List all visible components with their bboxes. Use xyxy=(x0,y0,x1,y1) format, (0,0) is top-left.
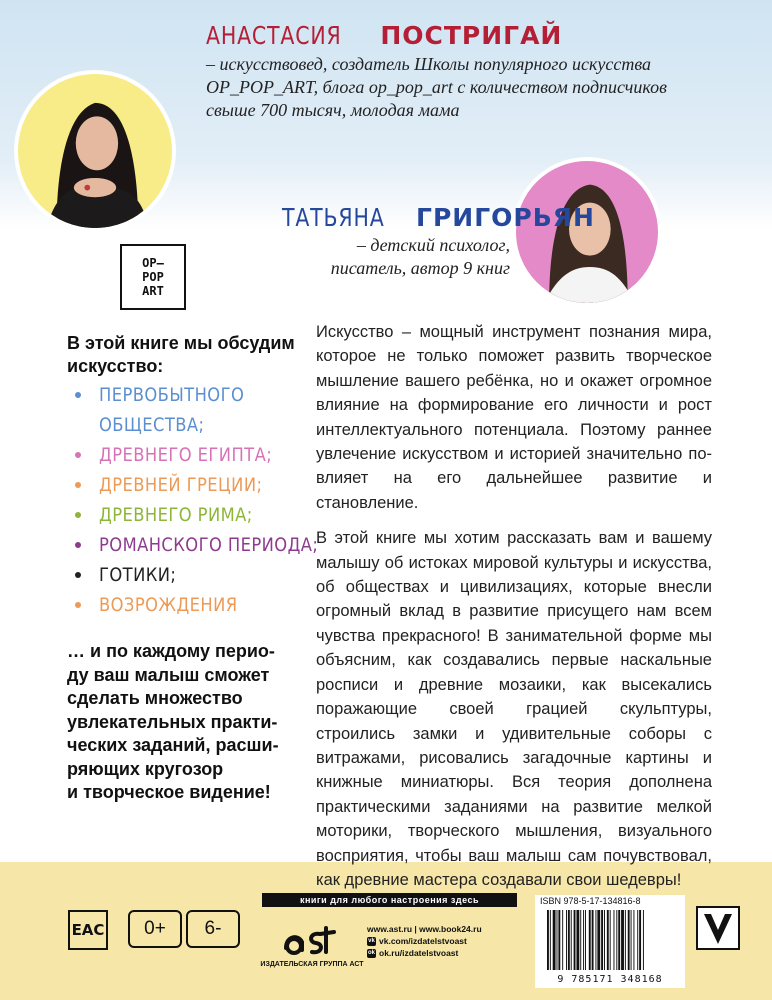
logo-line: OP– xyxy=(142,256,164,270)
barcode-bar xyxy=(633,910,634,970)
vk-link[interactable] xyxy=(367,935,482,947)
barcode-bar xyxy=(628,910,630,970)
website-link[interactable] xyxy=(367,923,482,935)
intro-line: искусство: xyxy=(67,356,164,376)
period-label: ДРЕВНЕГО ЕГИПТА; xyxy=(99,444,273,466)
isbn: ISBN 978-5-17-134816-8 xyxy=(540,896,641,906)
author-1-photo xyxy=(14,70,176,232)
outro-line: ряющих кругозор xyxy=(67,758,224,779)
author-2-first-name: ТАТЬЯНА xyxy=(282,203,385,232)
barcode-bar xyxy=(566,910,567,970)
ok-text: ok.ru/izdatelstvoast xyxy=(379,948,459,958)
age-range-badge: 6- xyxy=(186,910,240,948)
author-1-desc-line: свыше 700 тысяч, молодая мама xyxy=(206,100,460,120)
age-rating-badge: 0+ xyxy=(128,910,182,948)
barcode-bar xyxy=(571,910,572,970)
publisher-v-logo xyxy=(696,906,740,950)
period-label: РОМАНСКОГО ПЕРИОДА; xyxy=(99,534,319,556)
description-paragraph-1: Искусство – мощный инструмент познания мира, которое не только поможет развить творческое мышление вашего ребёнка, но и окажет огромное влияние на формирование его личности и рост интеллектуального потенциала. Поэтому раннее увлечение искусством и историей значительно повлияет на его дальнейшее развитие и становление. xyxy=(316,323,712,512)
barcode-bar xyxy=(597,910,600,970)
author-1-name xyxy=(206,22,562,50)
period-label: ВОЗРОЖДЕНИЯ xyxy=(99,594,238,616)
period-item xyxy=(75,500,305,530)
barcode-bar xyxy=(631,910,632,970)
ast-publisher-logo xyxy=(276,918,346,958)
description-body xyxy=(316,320,712,903)
logo-line: POP xyxy=(142,270,164,284)
ok-link[interactable] xyxy=(367,947,482,959)
outro-line: сделать множество xyxy=(67,688,243,708)
period-item xyxy=(75,530,319,560)
barcode-bar xyxy=(550,910,551,970)
barcode-bar xyxy=(589,910,591,970)
barcode-bar xyxy=(639,910,641,970)
outro-line: ду ваш малыш сможет xyxy=(67,664,270,685)
tagline-banner: книги для любого настроения здесь xyxy=(262,893,517,907)
author-2-name xyxy=(282,204,595,232)
outro-text xyxy=(67,640,297,805)
outro-line: увлекательных практи- xyxy=(67,711,278,732)
period-label: ДРЕВНЕГО РИМА; xyxy=(99,504,253,526)
period-item xyxy=(75,440,305,470)
period-label: ДРЕВНЕЙ ГРЕЦИИ; xyxy=(99,474,263,496)
vk-text: vk.com/izdatelstvoast xyxy=(379,936,467,946)
op-pop-art-logo xyxy=(120,244,186,310)
author-1-last-name: ПОСТРИГАЙ xyxy=(380,21,563,50)
author-2-desc-line: – детский психолог, xyxy=(356,235,510,255)
bullet-icon xyxy=(75,602,81,608)
period-item xyxy=(75,560,305,590)
barcode-bar xyxy=(610,910,611,970)
description-paragraph-2: В этой книге мы хотим рассказать вам и вашему малышу об истоках мировой культуры и искусства, об обществах и цивилизациях, которые внесли огромный вклад в развитие присущего нам всем чувства прекрасного! В занимательной форме мы объясним, как создавались первые наскальные росписи и древние мозаики, как высекались поражающие своей грацией скульптуры, строились замки и удивительные соборы с витражами, рисовались загадочные картины и книжные миниатюры. Вся теория дополнена практическими заданиями на развитие мелкой моторики, творческого мышления, визуального восприятия, чтобы ваш малыш сам почувствовал, как древние мастера создавали свои шедевры! xyxy=(316,529,712,889)
barcode-number: 9 785171 348168 xyxy=(557,974,663,985)
web-links xyxy=(367,923,482,959)
author-2-photo xyxy=(512,157,662,307)
logo-line: ART xyxy=(142,284,164,298)
author-1-desc-line: – искусствовед, создатель Школы популярного искусства xyxy=(206,54,652,74)
barcode-bar xyxy=(562,910,563,970)
barcode-bar xyxy=(614,910,615,970)
period-item xyxy=(75,380,305,410)
outro-line: … и по каждому перио- xyxy=(67,641,275,661)
author-1-first-name: АНАСТАСИЯ xyxy=(206,21,342,50)
bullet-icon xyxy=(75,452,81,458)
bullet-icon xyxy=(75,542,81,548)
barcode-bar xyxy=(616,910,617,970)
author-1-description xyxy=(206,53,726,122)
barcode-bar xyxy=(553,910,556,970)
barcode-bar xyxy=(625,910,626,970)
author-1-desc-line: OP_POP_ART, блога op_pop_art с количеством подписчиков xyxy=(206,77,667,97)
intro-heading xyxy=(67,332,297,378)
barcode-bar xyxy=(621,910,624,970)
periods-list xyxy=(75,380,319,620)
barcode-bar xyxy=(547,910,549,970)
barcode-bar xyxy=(618,910,620,970)
outro-line: и творческое видение! xyxy=(67,782,271,802)
website-text: www.ast.ru | www.book24.ru xyxy=(367,924,482,934)
barcode-bar xyxy=(580,910,581,970)
barcode-bar xyxy=(557,910,558,970)
barcode-bar xyxy=(585,910,586,970)
author-2-last-name: ГРИГОРЬЯН xyxy=(416,203,595,232)
author-2-desc-line: писатель, автор 9 книг xyxy=(330,258,510,278)
bullet-icon xyxy=(75,482,81,488)
barcode-bar xyxy=(568,910,570,970)
barcode-bar xyxy=(607,910,609,970)
bullet-icon xyxy=(75,392,81,398)
publisher-label: ИЗДАТЕЛЬСКАЯ ГРУППА АСТ xyxy=(260,961,364,968)
period-item xyxy=(75,410,305,440)
barcode-bar xyxy=(592,910,594,970)
barcode-bar xyxy=(637,910,638,970)
period-item xyxy=(75,470,305,500)
ok-icon: ok xyxy=(367,949,375,956)
outro-line: ческих заданий, расши- xyxy=(67,735,279,755)
author-2-description xyxy=(310,234,510,280)
bullet-icon xyxy=(75,512,81,518)
period-label: ПЕРВОБЫТНОГО xyxy=(99,384,245,406)
barcode-bar xyxy=(574,910,576,970)
barcode xyxy=(545,910,675,972)
barcode-bar xyxy=(604,910,605,970)
vk-icon: vk xyxy=(368,937,375,944)
barcode-bar xyxy=(583,910,584,970)
barcode-bar xyxy=(558,910,560,970)
barcode-bar xyxy=(595,910,596,970)
period-label: ОБЩЕСТВА; xyxy=(99,414,205,436)
period-item xyxy=(75,590,305,620)
intro-line: В этой книге мы обсудим xyxy=(67,333,295,353)
barcode-bar xyxy=(601,910,603,970)
barcode-bar xyxy=(643,910,644,970)
bullet-icon xyxy=(75,572,81,578)
period-label: ГОТИКИ; xyxy=(99,564,177,586)
eac-mark: EAC xyxy=(68,910,108,950)
barcode-bar xyxy=(576,910,579,970)
